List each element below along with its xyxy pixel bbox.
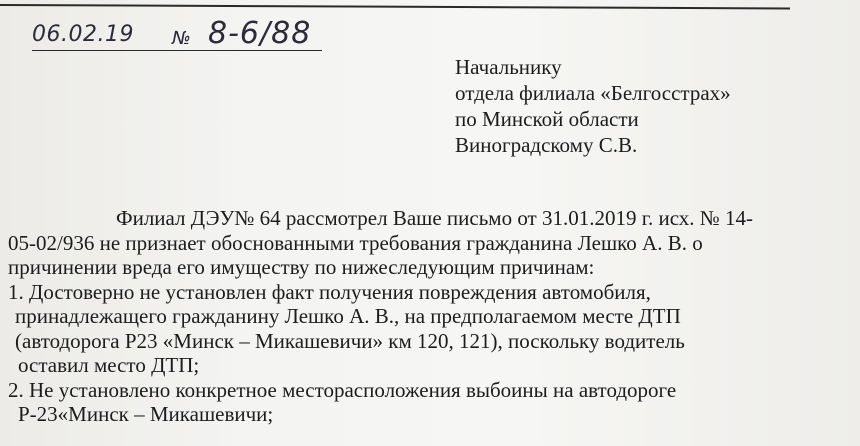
registration-stamp xyxy=(32,14,332,54)
top-border-line xyxy=(0,0,790,9)
number-sign: № xyxy=(172,28,191,49)
body-line: принадлежащего гражданину Лешко А. В., на предполагаемом месте ДТП xyxy=(15,304,681,328)
addressee-block xyxy=(455,54,855,158)
addressee-line: по Минской области xyxy=(455,107,639,131)
letter-body xyxy=(8,206,860,427)
body-line: Филиал ДЭУ№ 64 рассмотрел Ваше письмо от 31.01.2019 г. исх. № 14- xyxy=(116,206,754,230)
list-item-2: 2. Не установлено конкретное месторасположения выбоины на автодороге xyxy=(8,377,677,402)
body-line: Р-23«Минск – Микашевичи; xyxy=(18,402,274,426)
list-item-1: 1. Достоверно не установлен факт получения повреждения автомобиля, xyxy=(8,279,651,304)
addressee-line: Виноградскому С.В. xyxy=(455,133,638,157)
document-number: 8-6/88 xyxy=(208,16,312,51)
registration-underline xyxy=(32,50,322,51)
addressee-line: отдела филиала «Белгосстрах» xyxy=(455,81,731,105)
addressee-line: Начальнику xyxy=(455,55,562,79)
document-date: 06.02.19 xyxy=(32,22,134,47)
body-line: оставил место ДТП; xyxy=(18,353,200,377)
body-line: причинении вреда его имуществу по нижеследующим причинам: xyxy=(8,255,595,279)
body-line: (автодорога Р23 «Минск – Микашевичи» км 120, 121), поскольку водитель xyxy=(15,328,685,353)
body-line: 05-02/936 не признает обоснованными требования гражданина Лешко А. В. о xyxy=(8,230,703,255)
